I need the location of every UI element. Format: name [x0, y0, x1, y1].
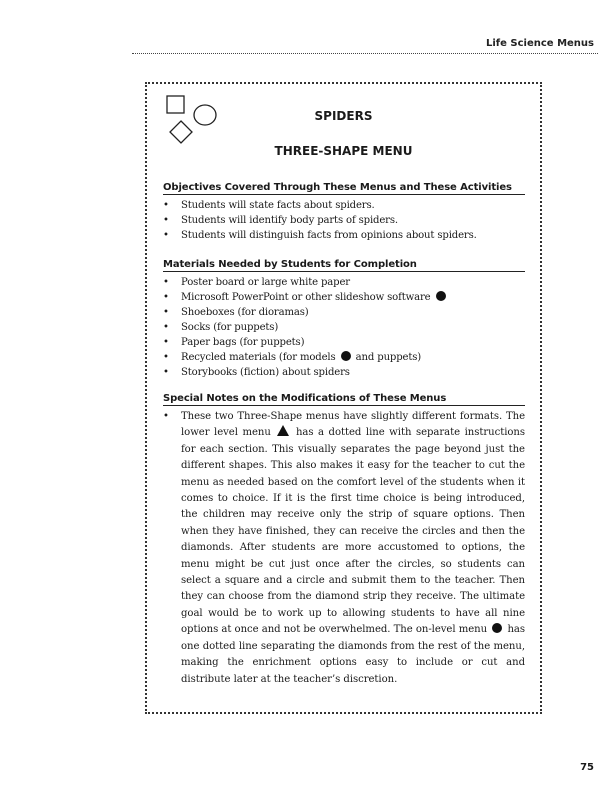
- page-number: 75: [580, 762, 594, 773]
- notes-text: has a dotted line with separate instructions for each section. This visually separates the page beyond just the different shapes. This also makes it easy for the teacher to cut the menu as needed based on the comfort level of the students when it comes to choice. If it is the first time choice is being introduced, the children may receive only the strip of square options. Then when they have finished, they can receive the circles and then the diamonds. After students are more accustomed to options, the menu might be cut just once after the circles, so students can select a square and a circle and submit them to the teacher. Then they can choose from the diamond strip they receive. The ultimate goal would be to work up to allowing students to have all nine options at once and not be overwhelmed. The on-level menu: [181, 427, 526, 636]
- menu-subtitle: THREE-SHAPE MENU: [274, 144, 413, 158]
- materials-list: [163, 275, 525, 380]
- list-item: • Paper bags (for puppets): [163, 335, 525, 350]
- objectives-section: [163, 182, 525, 243]
- list-item: [163, 290, 525, 305]
- list-item: • Students will identify body parts of spiders.: [163, 213, 525, 228]
- list-item: • Shoeboxes (for dioramas): [163, 305, 525, 320]
- list-item: [163, 350, 525, 365]
- list-item-text: Recycled materials (for models: [181, 352, 336, 363]
- notes-section: [163, 393, 525, 688]
- running-head: Life Science Menus: [486, 38, 594, 49]
- objectives-list: [163, 198, 525, 243]
- list-item: [163, 409, 525, 688]
- diamond-shape: [170, 121, 192, 143]
- list-item-text: and puppets): [355, 352, 422, 363]
- triangle-filled-icon: [277, 425, 289, 436]
- notes-list: [163, 409, 525, 688]
- circle-filled-icon: [492, 623, 502, 633]
- list-item: • Socks (for puppets): [163, 320, 525, 335]
- content-frame: [145, 82, 542, 714]
- notes-text: These two Three-Shape menus have slightly different formats. The lower level menu: [181, 411, 525, 439]
- notes-text: has one dotted line separating the diamonds from the rest of the menu, making the enrichment options easy to include or cut and distribute later at the teacher’s discretion.: [181, 624, 525, 685]
- list-item: • Storybooks (fiction) about spiders: [163, 365, 525, 380]
- circle-filled-icon: [341, 351, 351, 361]
- list-item: • Students will state facts about spiders.: [163, 198, 525, 213]
- materials-heading: Materials Needed by Students for Completion: [163, 259, 525, 272]
- header-divider: [132, 53, 598, 54]
- circle-filled-icon: [436, 291, 446, 301]
- notes-heading: Special Notes on the Modifications of These Menus: [163, 393, 525, 406]
- list-item: • Poster board or large white paper: [163, 275, 525, 290]
- list-item: • Students will distinguish facts from opinions about spiders.: [163, 228, 525, 243]
- menu-title: SPIDERS: [314, 109, 373, 123]
- list-item-text: Microsoft PowerPoint or other slideshow software: [181, 292, 431, 303]
- objectives-heading: Objectives Covered Through These Menus and These Activities: [163, 182, 525, 195]
- materials-section: [163, 259, 525, 380]
